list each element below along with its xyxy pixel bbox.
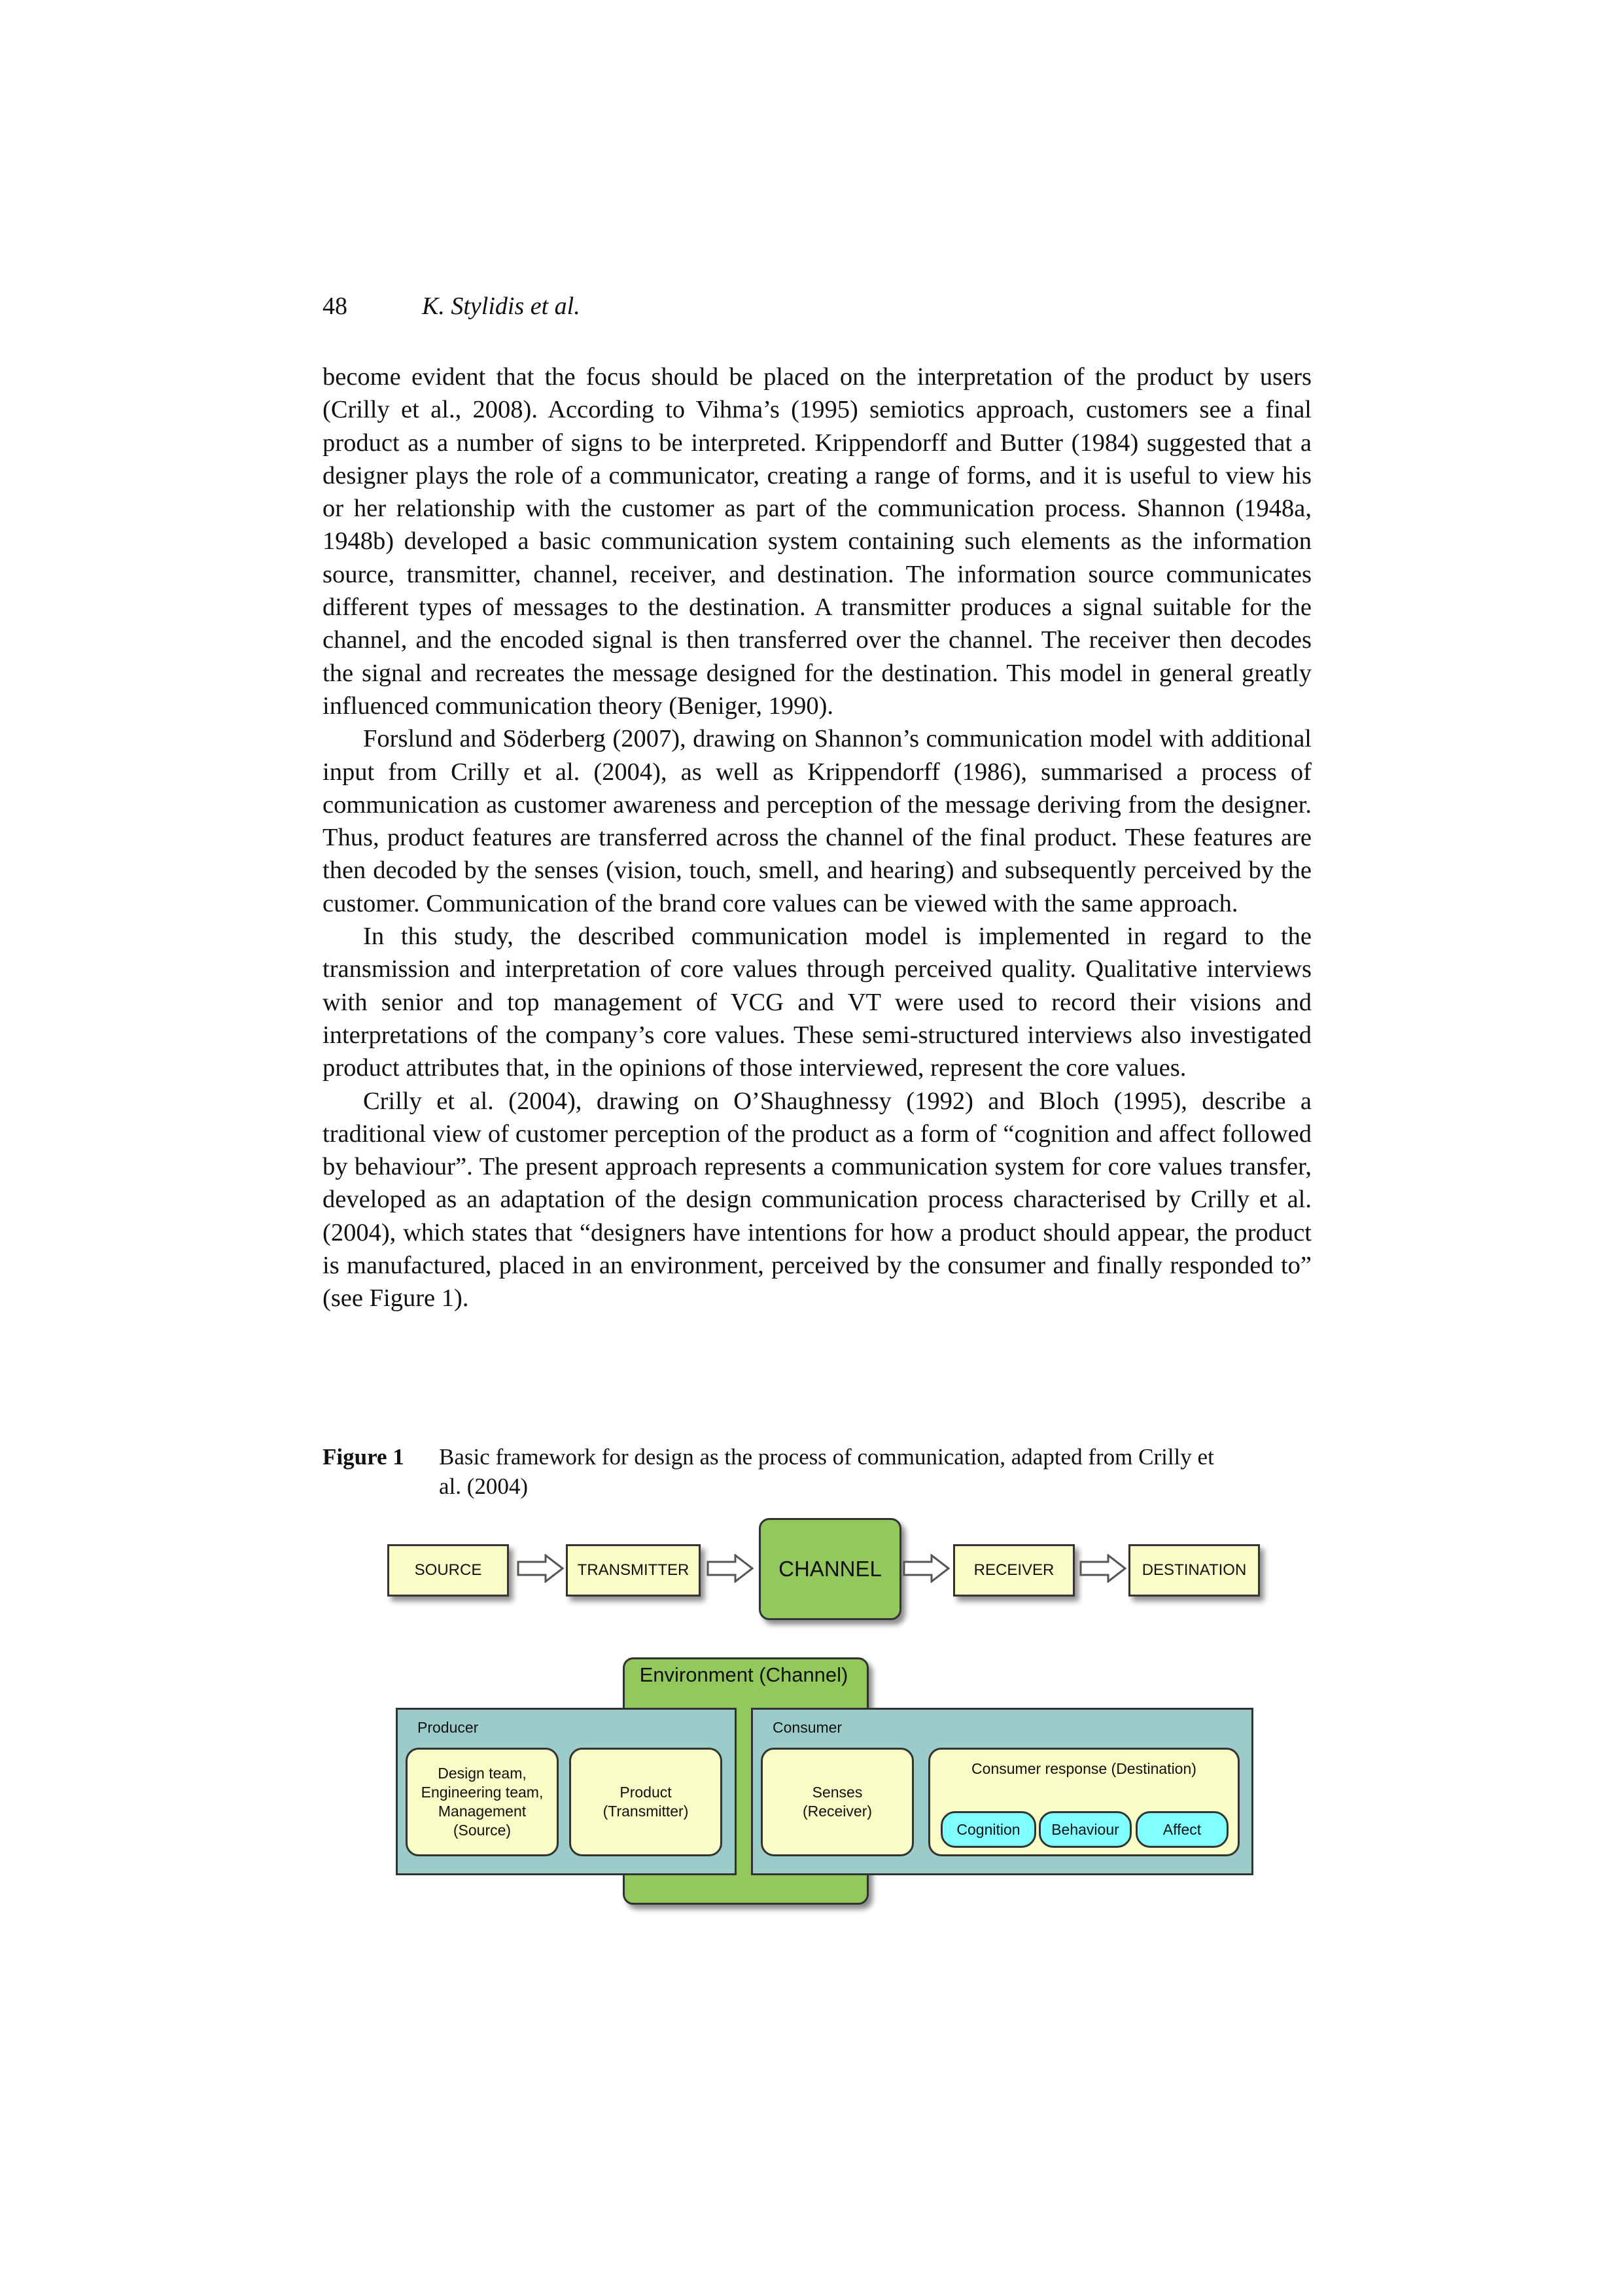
paragraph: Forslund and Söderberg (2007), drawing on Shannon’s communication model with additional input from Crilly et al. (2004), as well as Krippendorff (1986), summarised a process of communication as customer awareness and perception of the message deriving from the designer. Thus, product features are transferred across the channel of the final product. These features are then decoded by the senses (vision, touch, smell, and hearing) and subsequently perceived by the customer. Communication of the brand core values can be viewed with the same approach. bbox=[323, 725, 1312, 917]
arrow-right-icon bbox=[707, 1554, 754, 1583]
figure-diagram bbox=[366, 1518, 1269, 1924]
consumer-response-box bbox=[928, 1748, 1240, 1856]
producer-panel bbox=[396, 1708, 737, 1875]
design-team-box bbox=[406, 1748, 559, 1856]
channel-box: CHANNEL bbox=[759, 1518, 901, 1620]
figure-caption-text: Basic framework for design as the process of communication, adapted from Crilly et al. (2004) bbox=[439, 1444, 1214, 1499]
design-team-line: Management bbox=[438, 1803, 527, 1820]
receiver-box: RECEIVER bbox=[953, 1544, 1075, 1597]
arrow-right-icon bbox=[517, 1554, 564, 1583]
senses-box bbox=[761, 1748, 914, 1856]
paragraph: Crilly et al. (2004), drawing on O’Shaughnessy (1992) and Bloch (1995), describe a traditional view of customer perception of the product as a form of “cognition and affect followed by behaviour”. The present approach represents a communication system for core values transfer, developed as an adaptation of the design communication process characterised by Crilly et al. (2004), which states that “designers have intentions for how a product should appear, the product is manufactured, placed in an environment, perceived by the consumer and finally responded to” (see Figure 1). bbox=[323, 1087, 1312, 1313]
senses-line: Senses bbox=[812, 1784, 863, 1801]
paragraph: become evident that the focus should be placed on the interpretation of the product by users (Crilly et al., 2008). According to Vihma’s (1995) semiotics approach, customers see a final product as a number of signs to be interpreted. Krippendorff and Butter (1984) suggested that a designer plays the role of a communicator, creating a range of forms, and it is useful to view his or her relationship with the customer as part of the communication process. Shannon (1948a, 1948b) developed a basic communication system containing such elements as the information source, transmitter, channel, receiver, and destination. The information source communicates different types of messages to the destination. A transmitter produces a signal suitable for the channel, and the encoded signal is then transferred over the channel. The receiver then decodes the signal and recreates the message designed for the destination. This model in general greatly influenced communication theory (Beniger, 1990). bbox=[323, 363, 1312, 720]
source-box: SOURCE bbox=[387, 1544, 509, 1597]
running-authors: K. Stylidis et al. bbox=[422, 292, 580, 320]
senses-line: (Receiver) bbox=[802, 1803, 873, 1820]
body-text bbox=[323, 361, 1312, 1315]
arrow-right-icon bbox=[903, 1554, 950, 1583]
design-team-line: Engineering team, bbox=[421, 1784, 544, 1801]
paragraph: In this study, the described communication model is implemented in regard to the transmission and interpretation of core values through perceived quality. Qualitative interviews with senior and top management of VCG and VT were used to record their visions and interpretations of the company’s core values. These semi-structured interviews also investigated product attributes that, in the opinions of those interviewed, represent the core values. bbox=[323, 923, 1312, 1082]
consumer-response-title: Consumer response (Destination) bbox=[971, 1760, 1196, 1777]
design-team-line: (Source) bbox=[453, 1822, 512, 1839]
product-box bbox=[569, 1748, 722, 1856]
environment-label: Environment (Channel) bbox=[639, 1663, 848, 1686]
producer-title: Producer bbox=[417, 1719, 479, 1736]
affect-pill: Affect bbox=[1136, 1811, 1229, 1848]
transmitter-box: TRANSMITTER bbox=[566, 1544, 701, 1597]
design-team-line: Design team, bbox=[438, 1765, 527, 1782]
arrow-right-icon bbox=[1079, 1554, 1126, 1583]
page-number: 48 bbox=[323, 292, 347, 320]
consumer-panel bbox=[751, 1708, 1253, 1875]
figure-label: Figure 1 bbox=[323, 1444, 404, 1470]
cognition-pill: Cognition bbox=[941, 1811, 1036, 1848]
product-line: (Transmitter) bbox=[602, 1803, 689, 1820]
consumer-title: Consumer bbox=[773, 1719, 843, 1736]
product-line: Product bbox=[620, 1784, 672, 1801]
behaviour-pill: Behaviour bbox=[1039, 1811, 1132, 1848]
destination-box: DESTINATION bbox=[1128, 1544, 1260, 1597]
